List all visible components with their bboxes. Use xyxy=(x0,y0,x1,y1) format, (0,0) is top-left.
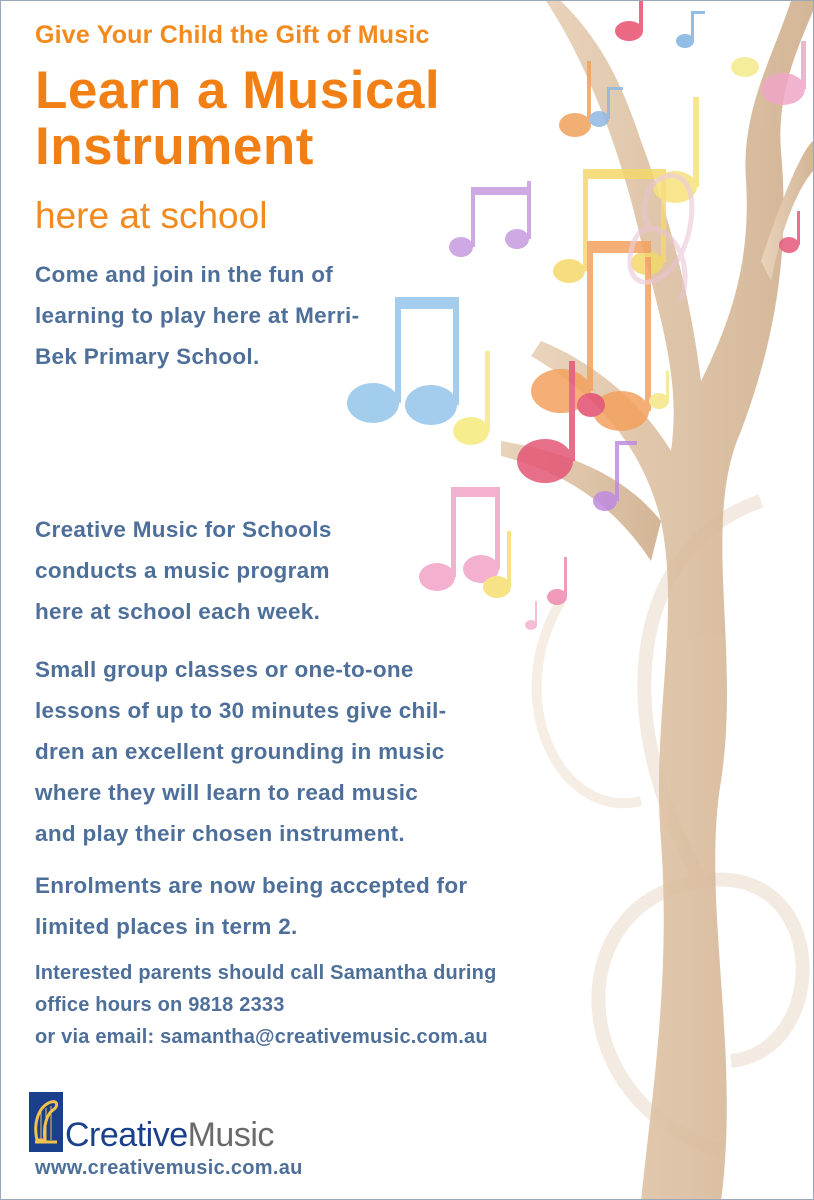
logo-word-music: Music xyxy=(187,1116,274,1154)
intro-paragraph xyxy=(35,254,359,377)
program-paragraph xyxy=(35,509,332,632)
paragraph-line: Creative Music for Schools xyxy=(35,517,332,542)
classes-paragraph xyxy=(35,649,446,854)
paragraph-line: Enrolments are now being accepted for xyxy=(35,873,468,898)
tagline: Give Your Child the Gift of Music xyxy=(35,21,430,49)
contact-phone: office hours on 9818 2333 xyxy=(35,994,285,1016)
paragraph-line: Come and join in the fun of xyxy=(35,262,334,287)
headline-line: Instrument xyxy=(35,117,314,176)
paragraph-line: limited places in term 2. xyxy=(35,914,298,939)
enrolments-paragraph xyxy=(35,865,467,947)
logo-word-creative: Creative xyxy=(65,1116,188,1154)
contact-email: or via email: samantha@creativemusic.com.au xyxy=(35,1026,488,1048)
contact-info xyxy=(35,957,497,1053)
subheadline: here at school xyxy=(35,195,268,236)
paragraph-line: lessons of up to 30 minutes give chil- xyxy=(35,698,447,723)
paragraph-line: learning to play here at Merri- xyxy=(35,303,360,328)
contact-line: Interested parents should call Samantha during xyxy=(35,962,497,984)
paragraph-line: Bek Primary School. xyxy=(35,344,260,369)
paragraph-line: and play their chosen instrument. xyxy=(35,821,405,846)
creative-music-logo xyxy=(29,1092,274,1152)
paragraph-line: Small group classes or one-to-one xyxy=(35,657,414,682)
paragraph-line: where they will learn to read music xyxy=(35,780,419,805)
paragraph-line: conducts a music program xyxy=(35,558,330,583)
headline-line: Learn a Musical xyxy=(35,61,441,120)
harp-logo-icon xyxy=(29,1092,63,1152)
website-link[interactable]: www.creativemusic.com.au xyxy=(35,1157,303,1179)
logo-wordmark xyxy=(65,1118,274,1152)
paragraph-line: dren an excellent grounding in music xyxy=(35,739,445,764)
headline xyxy=(35,63,440,175)
paragraph-line: here at school each week. xyxy=(35,599,321,624)
